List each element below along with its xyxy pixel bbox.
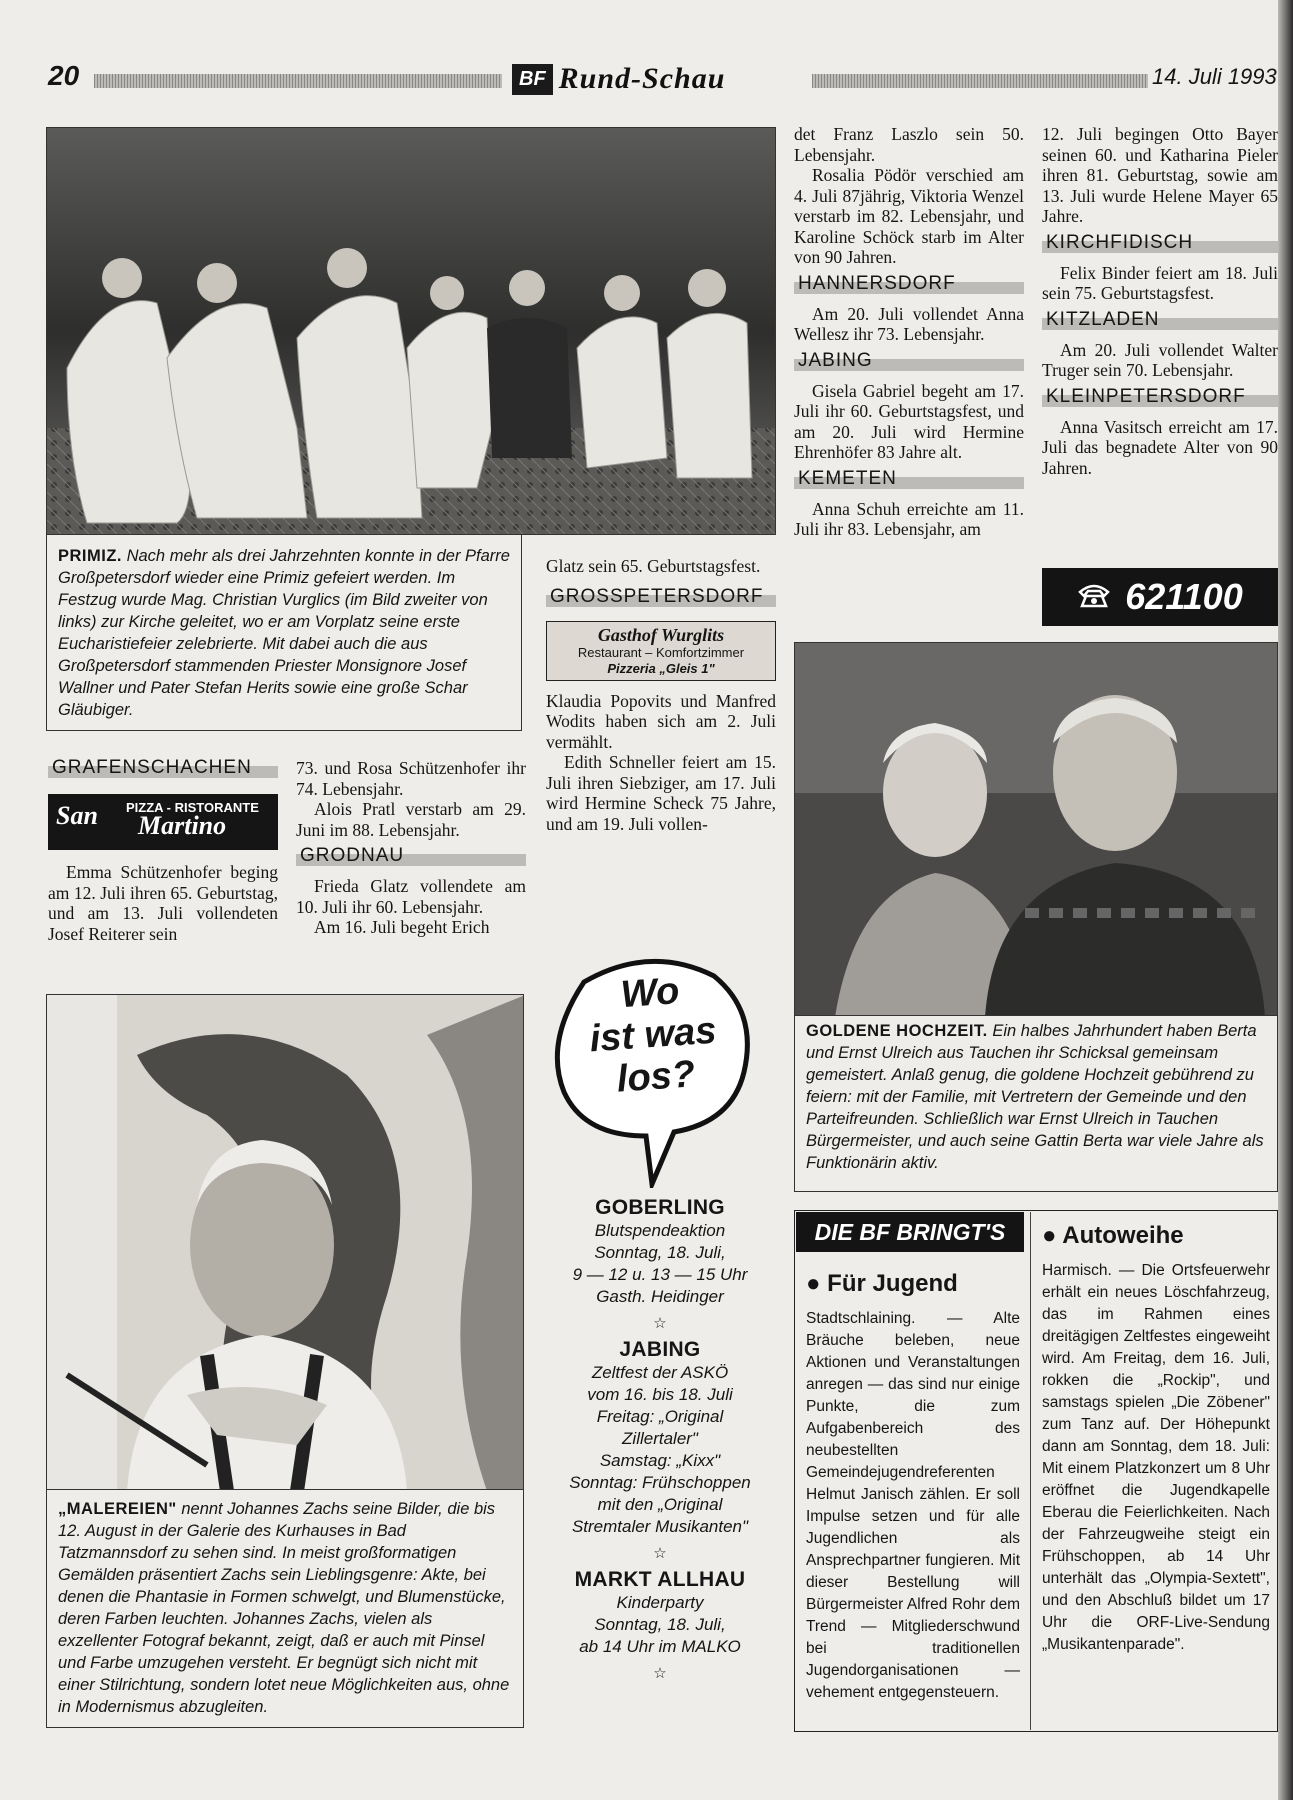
- article-heading: ● Autoweihe: [1042, 1222, 1184, 1249]
- article-text: Anna Schuh erreichte am 11. Juli ihr 83. Lebensjahr, am: [794, 498, 1024, 539]
- event-body: [546, 1362, 774, 1538]
- bubble-line: ist was: [588, 1009, 718, 1061]
- section-heading-kemeten: KEMETEN: [794, 469, 1024, 495]
- event-title: MARKT ALLHAU: [574, 1568, 746, 1591]
- article-autoweihe: [1042, 1216, 1270, 1656]
- bfbringts-divider: [1030, 1212, 1031, 1730]
- section-heading-grodnau: GRODNAU: [296, 846, 526, 872]
- article-text: Rosalia Pödör verschied am 4. Juli 87jährig, Viktoria Wenzel verstarb im 82. Lebensjahr, und Karoline Schöck starb im Alter von 90 Jahren.: [794, 165, 1024, 267]
- ad-title: San: [56, 801, 98, 830]
- primiz-photo: [46, 127, 776, 535]
- article-text: Harmisch. — Die Ortsfeuerwehr erhält ein neues Löschfahrzeug, das im Rahmen eines dreitägigen Zeltfestes eingeweiht wird. Am Freitag, dem 16. Juli, rokken die „Rockip", und samstags spielen „Die Zöbener" zum Tanz auf. Der Höhepunkt dann am Sonntag, dem 18. Juli: Mit einem Platzkonzert um 8 Uhr eröffnet die Jugendkapelle Eberau die Feierlichkeiten. Nach der Fahrzeugweihe steigt ein Frühschoppen, ab 14 Uhr unterhält das „Olympia-Sextett", und den Abschluß bildet um 17 Uhr die ORF-Live-Sendung „Musikantenparade".: [1042, 1262, 1270, 1653]
- ad-line: Restaurant – Komfortzimmer: [577, 644, 745, 660]
- section-heading-grafenschachen: GRAFENSCHACHEN: [48, 758, 278, 784]
- phone-box: [1042, 568, 1278, 626]
- column-2: [296, 758, 526, 938]
- header-rule-right: [812, 74, 1148, 88]
- ad-san-martino: [48, 794, 278, 850]
- event-line: mit den „Original: [597, 1495, 723, 1514]
- column-3-mid: [546, 556, 776, 834]
- section-heading-hannersdorf: HANNERSDORF: [794, 274, 1024, 300]
- bubble-line: Wo: [619, 970, 681, 1017]
- section-heading-grosspetersdorf: GROSSPETERSDORF: [546, 587, 776, 613]
- heading-text: Für Jugend: [827, 1270, 958, 1297]
- event-line: Sonntag, 18. Juli,: [594, 1615, 726, 1634]
- event-line: Blutspendeaktion: [594, 1221, 726, 1240]
- column-1: [48, 752, 278, 944]
- heading-text: Autoweihe: [1062, 1222, 1184, 1249]
- event-line: ab 14 Uhr im MALKO: [579, 1637, 741, 1656]
- star-divider-icon: ☆: [653, 1315, 667, 1332]
- ad-line: PIZZA - RISTORANTE: [126, 800, 259, 815]
- phone-number: 621100: [1125, 576, 1243, 617]
- event-line: Gasth. Heidinger: [596, 1287, 724, 1306]
- speech-bubble: [544, 952, 756, 1188]
- article-text: det Franz Laszlo sein 50. Lebensjahr.: [794, 124, 1024, 165]
- column-4-top: [1042, 124, 1278, 478]
- caption-head: PRIMIZ.: [58, 547, 122, 565]
- article-text: Frieda Glatz vollendete am 10. Juli ihr 60. Lebensjahr.: [296, 876, 526, 917]
- article-text: Glatz sein 65. Geburtstagsfest.: [546, 556, 761, 576]
- caption-frame: [794, 1016, 1278, 1192]
- event-body: [546, 1220, 774, 1308]
- event-line: Freitag: „Original: [596, 1407, 724, 1426]
- event-line: Kinderparty: [616, 1593, 704, 1612]
- priests-image: [47, 128, 776, 535]
- masthead: [512, 62, 725, 96]
- article-text: Klaudia Popovits und Manfred Wodits haben sich am 2. Juli vermählt.: [546, 690, 776, 752]
- section-heading-kitzladen: KITZLADEN: [1042, 310, 1278, 336]
- article-text: 73. und Rosa Schützenhofer ihr 74. Lebensjahr.: [296, 758, 526, 799]
- malereien-photo: [46, 994, 524, 1490]
- masthead-title: Rund-Schau: [558, 62, 726, 95]
- event-body: [546, 1592, 774, 1658]
- article-text: Am 20. Juli vollendet Walter Truger sein 70. Lebensjahr.: [1042, 339, 1278, 380]
- article-text: Am 16. Juli begeht Erich: [314, 917, 490, 937]
- event-line: Sonntag: Frühschoppen: [569, 1473, 751, 1492]
- article-text: 12. Juli begingen Otto Bayer seinen 60. und Katharina Pieler ihren 81. Geburtstag, sowie am 13. Juli wurde Helene Mayer 65 Jahre.: [1042, 124, 1278, 226]
- bfbringts-banner: DIE BF BRINGT'S: [796, 1212, 1024, 1252]
- page-number: 20: [48, 60, 80, 91]
- event-line: Zeltfest der ASKÖ: [591, 1363, 729, 1382]
- caption-head: „MALEREIEN": [58, 1500, 177, 1518]
- article-text: Stadtschlaining. — Alte Bräuche beleben, neue Aktionen und Veranstaltungen anregen — das sind nur einige Punkte, die zum Aufgabenbereich des neubestellten Gemeindejugendreferenten Helmut Janisch zählen. Er soll Impulse setzen und für alle Jugendlichen als Ansprechpartner fungieren. Mit dieser Bestellung will Bürgermeister Alfred Rohr dem Trend — Mitgliederschwund bei traditionellen Jugendorganisationen — vehement entgegensteuern.: [806, 1310, 1020, 1701]
- hochzeit-photo: [794, 642, 1278, 1016]
- caption-head: GOLDENE HOCHZEIT.: [806, 1022, 988, 1040]
- couple-image: [795, 643, 1278, 1016]
- article-text: Am 20. Juli vollendet Anna Wellesz ihr 73. Lebensjahr.: [794, 303, 1024, 344]
- section-heading-kirchfidisch: KIRCHFIDISCH: [1042, 233, 1278, 259]
- event-list: [546, 1190, 774, 1684]
- column-3-top: [794, 124, 1024, 540]
- caption-frame: [46, 1490, 524, 1728]
- section-heading-jabing: JABING: [794, 351, 1024, 377]
- telephone-icon: [1077, 582, 1111, 613]
- event-title: JABING: [619, 1338, 701, 1361]
- ad-line: Pizzeria „Gleis 1": [607, 660, 715, 676]
- ad-title: Gasthof Wurglits: [597, 624, 725, 645]
- event-line: Stremtaler Musikanten": [571, 1517, 749, 1536]
- article-heading: ● Für Jugend: [806, 1270, 958, 1297]
- event-line: Samstag: „Kixx": [599, 1451, 721, 1470]
- ad-gasthof-wurglits: [546, 621, 776, 681]
- article-text: Gisela Gabriel begeht am 17. Juli ihr 60. Geburtstagsfest, und am 20. Juli wird Hermine Ehrenhöfer 83 Jahre alt.: [794, 380, 1024, 462]
- event-line: Zillertaler": [622, 1429, 698, 1448]
- bubble-text: [574, 967, 732, 1103]
- issue-date: 14. Juli 1993: [1152, 64, 1277, 89]
- event-line: vom 16. bis 18. Juli: [587, 1385, 733, 1404]
- page-edge-shadow: [1278, 0, 1293, 1800]
- event-line: 9 — 12 u. 13 — 15 Uhr: [572, 1265, 748, 1284]
- bf-logo: BF: [512, 64, 553, 95]
- painter-image: [47, 995, 524, 1490]
- caption-frame: [46, 535, 522, 731]
- event-line: Sonntag, 18. Juli,: [594, 1243, 726, 1262]
- article-text: Emma Schützenhofer beging am 12. Juli ihren 65. Geburtstag, und am 13. Juli vollendeten Josef Reiterer sein: [48, 862, 278, 944]
- article-text: Anna Vasitsch erreicht am 17. Juli das begnadete Alter von 90 Jahren.: [1042, 416, 1278, 478]
- article-text: Edith Schneller feiert am 15. Juli ihren Siebziger, am 17. Juli wird Hermine Scheck 75 Jahre, und am 19. Juli vollen-: [546, 752, 776, 834]
- caption-text: Nach mehr als drei Jahrzehnten konnte in der Pfarre Großpetersdorf wieder eine Primiz gefeiert werden. Im Festzug wurde Mag. Christian Vurglics (im Bild zweiter von links) zur Kirche geleitet, wo er am Vorplatz seine erste Eucharistiefeier zelebrierte. Mit dabei auch die aus Großpetersdorf stammenden Priester Monsignore Josef Wallner und Pater Stefan Herits sowie eine große Schar Gläubiger.: [58, 547, 510, 719]
- ad-title: Martino: [138, 811, 227, 840]
- star-divider-icon: ☆: [653, 1545, 667, 1562]
- article-text: Felix Binder feiert am 18. Juli sein 75. Geburtstagsfest.: [1042, 262, 1278, 303]
- bubble-line: los?: [615, 1053, 697, 1101]
- event-title: GOBERLING: [595, 1196, 725, 1219]
- section-heading-kleinpetersdorf: KLEINPETERSDORF: [1042, 387, 1278, 413]
- star-divider-icon: ☆: [653, 1665, 667, 1682]
- caption-text: nennt Johannes Zachs seine Bilder, die bis 12. August in der Galerie des Kurhauses in Bad Tatzmannsdorf zu sehen sind. In meist großformatigen Gemälden präsentiert Zachs sein Lieblingsgenre: Akte, bei denen die Phantasie in Formen schwelgt, und Blumenstücke, deren Farben leuchten. Johannes Zachs, vielen als exzellenter Fotograf bekannt, zeigt, daß er auch mit Pinsel und Farbe umzugehen versteht. Er begnügt sich nicht mit einer Stilrichtung, sondern lotet neue Möglichkeiten aus, ohne in Modernismus abzugleiten.: [58, 1500, 510, 1716]
- article-fuer-jugend: [806, 1264, 1020, 1704]
- header-rule-left: [94, 74, 502, 88]
- caption-text: Ein halbes Jahrhundert haben Berta und Ernst Ulreich aus Tauchen ihr Schicksal gemeinsam gemeistert. Anlaß genug, die goldene Hochzeit gebührend zu feiern: mit der Familie, mit Vertretern der Gemeinde und den Parteifreunden. Schließlich war Ernst Ulreich in Tauchen Bürgermeister, und auch seine Gattin Berta war viele Jahre als Funktionärin aktiv.: [806, 1022, 1264, 1172]
- article-text: Alois Pratl verstarb am 29. Juni im 88. Lebensjahr.: [296, 799, 526, 840]
